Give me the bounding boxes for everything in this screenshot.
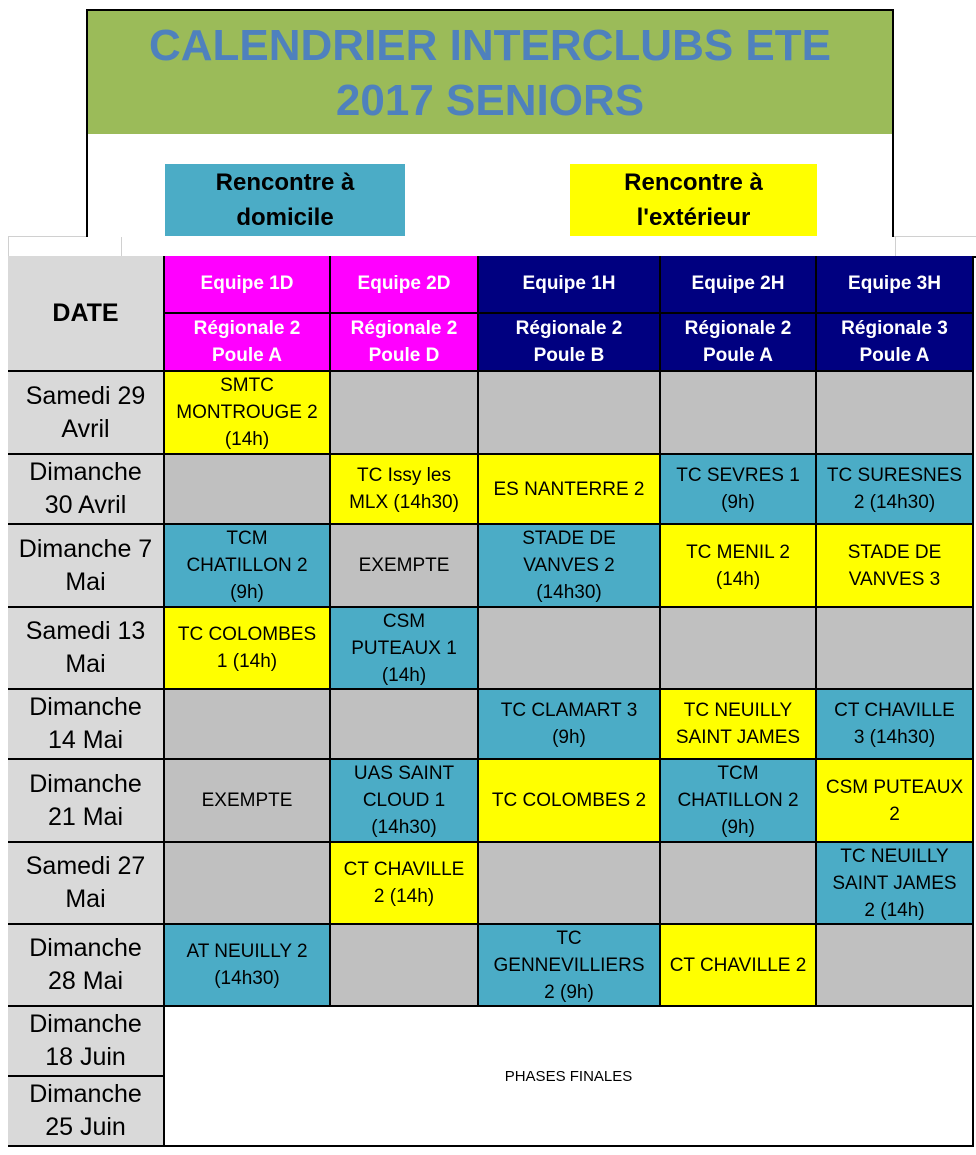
- match-label: ES NANTERRE 2: [493, 478, 645, 500]
- match-label: TC SURESNES 2 (14h30): [826, 465, 963, 513]
- match-label: SMTC MONTROUGE 2 (14h): [176, 375, 318, 450]
- match-label: CT CHAVILLE 2 (14h): [343, 859, 465, 907]
- match-cell: [661, 455, 817, 525]
- title-line-1: CALENDRIER INTERCLUBS ETE: [148, 20, 832, 70]
- gridline: [8, 236, 9, 256]
- match-label: TC MENIL 2 (14h): [686, 541, 790, 590]
- match-cell: [661, 925, 817, 1007]
- table-row-date: [8, 455, 165, 525]
- date-label: Dimanche 7 Mai: [18, 534, 153, 596]
- match-cell: [479, 760, 661, 843]
- match-cell: [165, 455, 331, 525]
- match-cell: [817, 760, 974, 843]
- date-label: Dimanche 25 Juin: [29, 1080, 142, 1141]
- match-cell: [165, 608, 331, 690]
- team-division-label: Régionale 2 Poule A: [684, 318, 792, 366]
- date-label: Dimanche 14 Mai: [29, 693, 142, 754]
- match-label: TC CLAMART 3 (9h): [500, 700, 638, 748]
- match-label: EXEMPTE: [201, 790, 293, 811]
- team-header: [817, 256, 974, 314]
- page-title: [86, 9, 894, 136]
- legend-away-label: Rencontre à l'extérieur: [624, 169, 763, 231]
- team-division-label: Régionale 2 Poule B: [515, 318, 623, 366]
- team-division: [661, 314, 817, 372]
- date-label: Dimanche 30 Avril: [29, 458, 142, 519]
- team-header: [165, 256, 331, 314]
- date-label: Samedi 13 Mai: [25, 617, 146, 678]
- match-cell: [479, 525, 661, 608]
- table-row-date: [8, 925, 165, 1007]
- legend-home-label: Rencontre à domicile: [215, 169, 355, 231]
- team-header: [479, 256, 661, 314]
- date-header-label: DATE: [52, 298, 119, 327]
- match-cell: [331, 690, 479, 760]
- match-label: TC Issy les MLX (14h30): [349, 465, 459, 513]
- match-label: CSM PUTEAUX 1 (14h): [351, 610, 457, 686]
- match-cell: [331, 455, 479, 525]
- team-division-label: Régionale 2 Poule A: [193, 318, 301, 366]
- match-label: CT CHAVILLE 3 (14h30): [834, 700, 955, 748]
- table-row-date: [8, 690, 165, 760]
- match-cell: [817, 455, 974, 525]
- match-cell: [331, 925, 479, 1007]
- match-cell: [817, 372, 974, 455]
- match-cell: [661, 843, 817, 925]
- finals-cell: [165, 1007, 974, 1147]
- team-division: [479, 314, 661, 372]
- match-cell: [661, 760, 817, 843]
- match-cell: [165, 843, 331, 925]
- table-row-date: [8, 1077, 165, 1147]
- match-cell: [479, 925, 661, 1007]
- date-header: [8, 256, 165, 372]
- match-label: TC NEUILLY SAINT JAMES 2 (14h): [832, 845, 957, 921]
- match-label: TCM CHATILLON 2 (9h): [186, 528, 308, 603]
- match-cell: [817, 525, 974, 608]
- match-cell: [165, 690, 331, 760]
- table-row-date: [8, 843, 165, 925]
- team-division-label: Régionale 3 Poule A: [841, 318, 948, 366]
- legend-home-match: [165, 164, 405, 236]
- match-cell: [165, 372, 331, 455]
- team-name: Equipe 3H: [848, 273, 941, 294]
- match-label: TC COLOMBES 2: [491, 790, 647, 811]
- legend-away-match: [570, 164, 817, 236]
- table-row-date: [8, 525, 165, 608]
- match-cell: [331, 372, 479, 455]
- table-row-date: [8, 760, 165, 843]
- date-label: Dimanche 28 Mai: [29, 934, 142, 995]
- match-cell: [661, 690, 817, 760]
- match-label: AT NEUILLY 2 (14h30): [186, 941, 308, 989]
- date-label: Dimanche 18 Juin: [29, 1010, 142, 1071]
- table-row-date: [8, 608, 165, 690]
- match-label: CT CHAVILLE 2: [669, 954, 807, 976]
- date-label: Samedi 27 Mai: [25, 852, 146, 913]
- match-cell: [479, 690, 661, 760]
- match-label: STADE DE VANVES 3: [847, 541, 942, 590]
- match-cell: [165, 760, 331, 843]
- team-division: [165, 314, 331, 372]
- match-label: TC GENNEVILLIERS 2 (9h): [493, 927, 645, 1003]
- match-cell: [165, 525, 331, 608]
- match-cell: [479, 372, 661, 455]
- match-label: TC SEVRES 1 (9h): [676, 465, 800, 513]
- match-label: EXEMPTE: [358, 555, 450, 576]
- match-label: TCM CHATILLON 2 (9h): [677, 763, 799, 838]
- match-cell: [817, 925, 974, 1007]
- match-cell: [817, 690, 974, 760]
- table-row-date: [8, 1007, 165, 1077]
- team-division: [817, 314, 974, 372]
- match-cell: [661, 372, 817, 455]
- date-label: Samedi 29 Avril: [25, 381, 146, 443]
- finals-label: PHASES FINALES: [504, 1067, 633, 1085]
- match-cell: [817, 843, 974, 925]
- team-name: Equipe 1H: [522, 273, 616, 294]
- match-cell: [479, 455, 661, 525]
- match-label: CSM PUTEAUX 2: [825, 776, 964, 825]
- match-label: TC COLOMBES 1 (14h): [177, 624, 317, 672]
- match-cell: [331, 608, 479, 690]
- match-cell: [817, 608, 974, 690]
- match-cell: [331, 843, 479, 925]
- table-row-date: [8, 372, 165, 455]
- match-cell: [661, 525, 817, 608]
- match-cell: [479, 608, 661, 690]
- team-name: Equipe 2H: [691, 273, 785, 294]
- team-header: [331, 256, 479, 314]
- match-label: STADE DE VANVES 2 (14h30): [522, 528, 616, 603]
- team-header: [661, 256, 817, 314]
- team-name: Equipe 1D: [200, 273, 294, 294]
- match-cell: [165, 925, 331, 1007]
- team-division-label: Régionale 2 Poule D: [350, 318, 458, 366]
- date-label: Dimanche 21 Mai: [29, 769, 142, 831]
- match-cell: [331, 525, 479, 608]
- match-cell: [331, 760, 479, 843]
- match-label: UAS SAINT CLOUD 1 (14h30): [353, 763, 455, 838]
- match-cell: [479, 843, 661, 925]
- team-division: [331, 314, 479, 372]
- team-name: Equipe 2D: [357, 273, 451, 294]
- title-line-2: 2017 SENIORS: [335, 75, 645, 125]
- match-label: TC NEUILLY SAINT JAMES: [675, 700, 801, 748]
- match-cell: [661, 608, 817, 690]
